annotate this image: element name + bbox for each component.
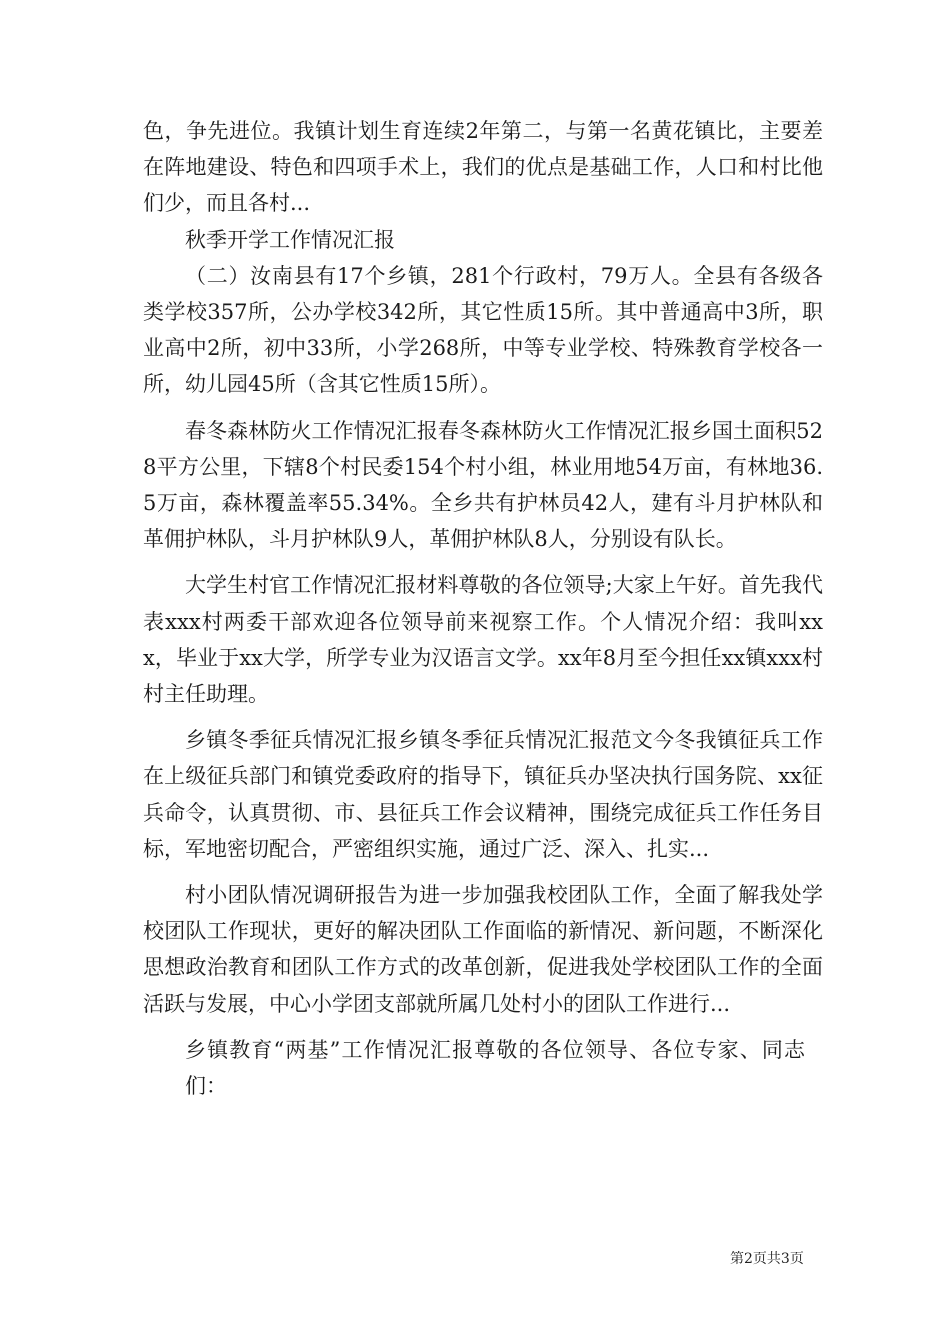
paragraph-forest-fire: 春冬森林防火工作情况汇报春冬森林防火工作情况汇报乡国土面积528平方公里，下辖8个村民委154个村小组，林业用地54万亩，有林地36.5万亩，森林覆盖率55.34%。全乡共有护林员42人，建有斗月护林队和革佣护林队，斗月护林队9人，革佣护林队8人，分别设有队长。 <box>143 418 823 552</box>
paragraph-autumn-school-title: 秋季开学工作情况汇报 <box>185 227 395 252</box>
paragraph-conscription: 乡镇冬季征兵情况汇报乡镇冬季征兵情况汇报范文今冬我镇征兵工作在上级征兵部门和镇党委政府的指导下，镇征兵办坚决执行国务院、xx征兵命令，认真贯彻、市、县征兵工作会议精神，围绕完成征兵工作任务目标，军地密切配合，严密组织实施，通过广泛、深入、扎实... <box>143 728 823 861</box>
paragraph-village-official: 大学生村官工作情况汇报材料尊敬的各位领导;大家上午好。首先我代表xxx村两委干部欢迎各位领导前来视察工作。个人情况介绍：我叫xxx，毕业于xx大学，所学专业为汉语言文学。xx年8月至今担任xx镇xxx村村主任助理。 <box>143 573 823 707</box>
page-number-footer: 第2页共3页 <box>730 1251 804 1267</box>
paragraph-two-basics: 乡镇教育“两基”工作情况汇报尊敬的各位领导、各位专家、同志们： <box>185 1037 805 1099</box>
paragraph-family-planning-tail: 色，争先进位。我镇计划生育连续2年第二，与第一名黄花镇比，主要差在阵地建设、特色和四项手术上，我们的优点是基础工作，人口和村比他们少，而且各村... <box>143 119 823 216</box>
paragraph-team-survey: 村小团队情况调研报告为进一步加强我校团队工作，全面了解我处学校团队工作现状，更好的解决团队工作面临的新情况、新问题，不断深化思想政治教育和团队工作方式的改革创新，促进我处学校团队工作的全面活跃与发展，中心小学团支部就所属几处村小的团队工作进行... <box>143 883 823 1016</box>
paragraph-runan-county: （二）汝南县有17个乡镇，281个行政村，79万人。全县有各级各类学校357所，公办学校342所，其它性质15所。其中普通高中3所，职业高中2所，初中33所，小学268所，中等专业学校、特殊教育学校各一所，幼儿园45所（含其它性质15所）。 <box>143 263 823 397</box>
document-body <box>143 113 823 1104</box>
